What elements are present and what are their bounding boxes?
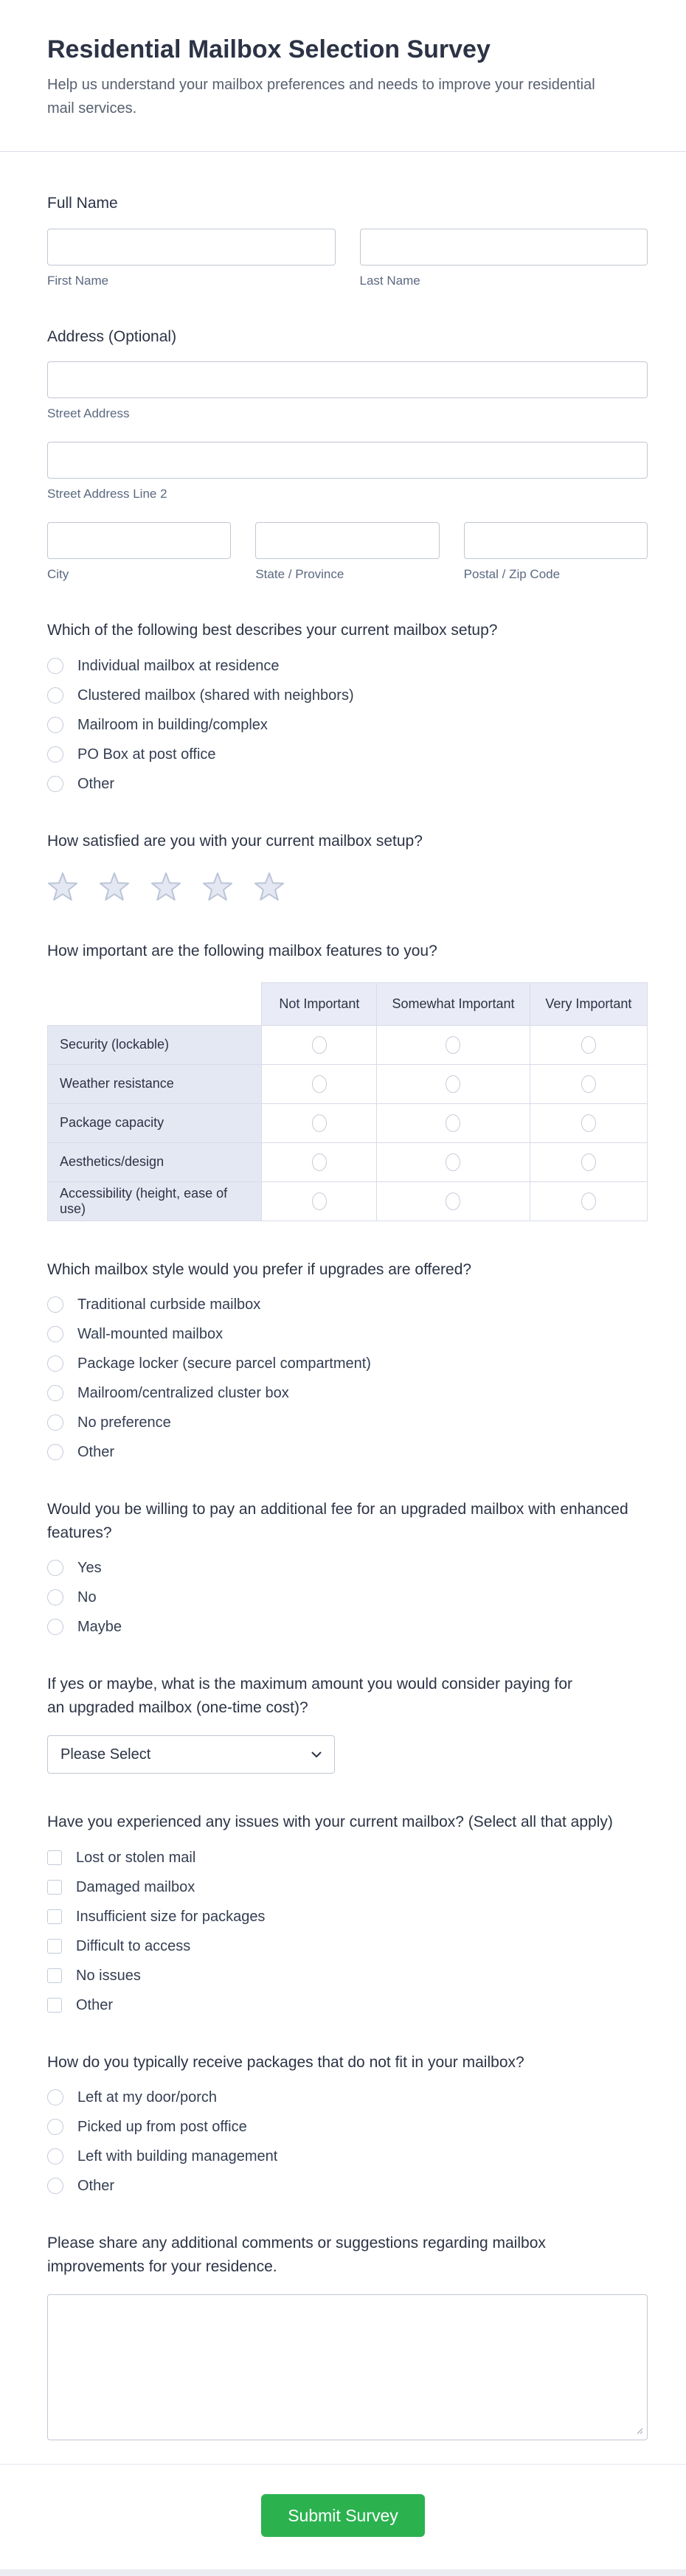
current-setup-options: [47, 657, 648, 793]
radio-button-icon[interactable]: [47, 1414, 63, 1431]
radio-option[interactable]: [47, 2118, 648, 2136]
matrix-radio-icon[interactable]: [446, 1075, 460, 1093]
matrix-cell[interactable]: [262, 1064, 377, 1103]
matrix-row-label: Package capacity: [48, 1103, 262, 1142]
checkbox-icon[interactable]: [47, 1939, 62, 1954]
matrix-radio-icon[interactable]: [312, 1153, 327, 1171]
state-input[interactable]: [255, 522, 439, 559]
current-setup-question: [47, 619, 648, 793]
matrix-row-label: Weather resistance: [48, 1064, 262, 1103]
radio-button-icon[interactable]: [47, 1589, 63, 1605]
max-amount-select[interactable]: [47, 1735, 335, 1774]
style-question: [47, 1258, 648, 1462]
matrix-radio-icon[interactable]: [312, 1114, 327, 1132]
full-name-section: [47, 192, 648, 288]
matrix-cell[interactable]: [262, 1025, 377, 1064]
issues-question-label: Have you experienced any issues with your current mailbox? (Select all that apply): [47, 1813, 613, 1831]
matrix-column-header: Very Important: [530, 982, 647, 1025]
radio-button-icon[interactable]: [47, 1560, 63, 1576]
matrix-radio-icon[interactable]: [446, 1114, 460, 1132]
radio-option-label: Other: [77, 2178, 115, 2195]
matrix-cell[interactable]: [262, 1142, 377, 1181]
star-rating-3[interactable]: [150, 872, 181, 903]
radio-option-label: Other: [77, 775, 115, 792]
matrix-header-row: [48, 982, 648, 1025]
first-name-sublabel: First Name: [47, 273, 109, 288]
comments-textarea[interactable]: [47, 2294, 648, 2440]
radio-option-label: Yes: [77, 1560, 102, 1577]
radio-option[interactable]: [47, 1559, 648, 1577]
issues-question: [47, 1811, 648, 2014]
matrix-radio-icon[interactable]: [581, 1153, 596, 1171]
matrix-cell[interactable]: [530, 1181, 647, 1221]
radio-option[interactable]: [47, 1325, 648, 1343]
importance-matrix-table: [47, 982, 648, 1221]
matrix-row: [48, 1064, 648, 1103]
form-header: [0, 0, 686, 152]
radio-option[interactable]: [47, 1414, 648, 1431]
packages-question: [47, 2051, 648, 2195]
matrix-cell[interactable]: [262, 1103, 377, 1142]
checkbox-option[interactable]: [47, 1937, 648, 1955]
star-icon: [99, 872, 130, 903]
last-name-input[interactable]: [360, 229, 648, 265]
form-footer: [0, 2465, 686, 2569]
current-setup-question-label: Which of the following best describes your current mailbox setup?: [47, 622, 498, 639]
matrix-radio-icon[interactable]: [581, 1192, 596, 1210]
radio-button-icon[interactable]: [47, 1619, 63, 1635]
matrix-cell[interactable]: [530, 1103, 647, 1142]
importance-question: [47, 940, 648, 1221]
checkbox-option[interactable]: [47, 1878, 648, 1896]
radio-option[interactable]: [47, 2177, 648, 2195]
star-icon: [254, 872, 285, 903]
radio-option-label: Mailroom/centralized cluster box: [77, 1385, 289, 1402]
matrix-cell[interactable]: [377, 1025, 530, 1064]
matrix-radio-icon[interactable]: [581, 1114, 596, 1132]
checkbox-option-label: Lost or stolen mail: [76, 1849, 196, 1866]
max-amount-select-value: Please Select: [60, 1746, 151, 1763]
star-icon: [202, 872, 233, 903]
checkbox-icon[interactable]: [47, 1880, 62, 1895]
matrix-cell[interactable]: [377, 1142, 530, 1181]
matrix-radio-icon[interactable]: [446, 1153, 460, 1171]
radio-button-icon[interactable]: [47, 1355, 63, 1372]
city-input[interactable]: [47, 522, 231, 559]
star-icon: [150, 872, 181, 903]
comments-textarea-wrap: [47, 2294, 648, 2440]
radio-button-icon[interactable]: [47, 776, 63, 792]
packages-question-label: How do you typically receive packages that do not fit in your mailbox?: [47, 2053, 524, 2071]
checkbox-icon[interactable]: [47, 1850, 62, 1865]
importance-question-label: How important are the following mailbox features to you?: [47, 942, 437, 960]
fee-options: [47, 1559, 648, 1636]
zip-input[interactable]: [464, 522, 648, 559]
radio-option[interactable]: [47, 746, 648, 763]
matrix-cell[interactable]: [377, 1181, 530, 1221]
issues-options: [47, 1849, 648, 2014]
radio-option-label: Left at my door/porch: [77, 2089, 217, 2106]
submit-survey-button[interactable]: Submit Survey: [261, 2494, 425, 2537]
street-address-line2-input[interactable]: [47, 442, 648, 479]
radio-button-icon[interactable]: [47, 2119, 63, 2135]
radio-option[interactable]: [47, 1296, 648, 1313]
max-amount-question: [47, 1673, 648, 1774]
satisfaction-question: [47, 830, 648, 903]
fee-question: [47, 1498, 648, 1636]
checkbox-option-label: Other: [76, 1996, 114, 2013]
comments-question: [47, 2232, 648, 2440]
radio-option-label: Wall-mounted mailbox: [77, 1326, 224, 1343]
checkbox-option-label: Insufficient size for packages: [76, 1908, 266, 1925]
matrix-radio-icon[interactable]: [581, 1075, 596, 1093]
street-address-sublabel: Street Address: [47, 406, 130, 421]
matrix-row: [48, 1142, 648, 1181]
radio-button-icon[interactable]: [47, 687, 63, 704]
matrix-column-header: Not Important: [262, 982, 377, 1025]
checkbox-icon[interactable]: [47, 1998, 62, 2013]
radio-button-icon[interactable]: [47, 658, 63, 674]
matrix-row-label: Security (lockable): [48, 1025, 262, 1064]
state-sublabel: State / Province: [255, 567, 344, 582]
street-address-input[interactable]: [47, 361, 648, 398]
radio-option[interactable]: [47, 1443, 648, 1461]
radio-option[interactable]: [47, 775, 648, 793]
star-rating: [47, 872, 648, 903]
radio-option[interactable]: [47, 2089, 648, 2106]
checkbox-icon[interactable]: [47, 1909, 62, 1924]
comments-question-label: Please share any additional comments or suggestions regarding mailbox improvements for your residence.: [47, 2235, 546, 2275]
checkbox-option[interactable]: [47, 1996, 648, 2014]
matrix-column-header: Somewhat Important: [377, 982, 530, 1025]
radio-option-label: Other: [77, 1444, 115, 1461]
star-icon: [47, 872, 78, 903]
max-amount-question-label: If yes or maybe, what is the maximum amount you would consider paying for an upgraded mailbox (one-time cost)?: [47, 1676, 572, 1716]
matrix-cell[interactable]: [377, 1103, 530, 1142]
star-rating-4[interactable]: [202, 872, 233, 903]
style-options: [47, 1296, 648, 1461]
matrix-radio-icon[interactable]: [312, 1075, 327, 1093]
radio-option-label: Traditional curbside mailbox: [77, 1296, 261, 1313]
form-body: [0, 152, 686, 2465]
matrix-row: [48, 1181, 648, 1221]
radio-option[interactable]: [47, 716, 648, 734]
radio-button-icon[interactable]: [47, 1444, 63, 1460]
page-title: Residential Mailbox Selection Survey: [47, 35, 491, 63]
address-section: [47, 325, 648, 583]
radio-option[interactable]: [47, 2148, 648, 2165]
matrix-row-label: Aesthetics/design: [48, 1142, 262, 1181]
radio-option-label: No: [77, 1589, 97, 1606]
radio-option[interactable]: [47, 1384, 648, 1402]
star-rating-1[interactable]: [47, 872, 78, 903]
radio-button-icon[interactable]: [47, 746, 63, 763]
matrix-radio-icon[interactable]: [312, 1036, 327, 1054]
matrix-radio-icon[interactable]: [446, 1192, 460, 1210]
radio-button-icon[interactable]: [47, 2089, 63, 2105]
page-background-strip: [0, 2569, 686, 2576]
style-question-label: Which mailbox style would you prefer if upgrades are offered?: [47, 1260, 472, 1278]
checkbox-option[interactable]: [47, 1849, 648, 1867]
radio-option[interactable]: [47, 1355, 648, 1372]
city-sublabel: City: [47, 567, 69, 582]
checkbox-option-label: No issues: [76, 1967, 141, 1984]
fee-question-label: Would you be willing to pay an additional fee for an upgraded mailbox with enhanced features?: [47, 1501, 628, 1541]
radio-option-label: Clustered mailbox (shared with neighbors): [77, 687, 354, 704]
radio-option[interactable]: [47, 1589, 648, 1606]
radio-option[interactable]: [47, 657, 648, 675]
radio-option-label: Mailroom in building/complex: [77, 716, 268, 733]
checkbox-option[interactable]: [47, 1967, 648, 1985]
satisfaction-question-label: How satisfied are you with your current mailbox setup?: [47, 832, 423, 850]
last-name-sublabel: Last Name: [359, 273, 420, 288]
checkbox-option-label: Difficult to access: [76, 1937, 191, 1954]
checkbox-option-label: Damaged mailbox: [76, 1878, 195, 1895]
matrix-radio-icon[interactable]: [581, 1036, 596, 1054]
full-name-label: Full Name: [47, 195, 118, 212]
street-address-line2-sublabel: Street Address Line 2: [47, 487, 167, 501]
matrix-corner-cell: [48, 982, 262, 1025]
matrix-cell[interactable]: [530, 1025, 647, 1064]
resize-handle-icon[interactable]: [634, 2426, 643, 2434]
matrix-radio-icon[interactable]: [446, 1036, 460, 1054]
star-rating-5[interactable]: [254, 872, 285, 903]
matrix-row: [48, 1103, 648, 1142]
radio-option-label: Picked up from post office: [77, 2119, 247, 2136]
radio-option-label: Package locker (secure parcel compartment): [77, 1355, 371, 1372]
matrix-cell[interactable]: [530, 1142, 647, 1181]
star-rating-2[interactable]: [99, 872, 130, 903]
radio-option[interactable]: [47, 687, 648, 704]
packages-options: [47, 2089, 648, 2195]
radio-button-icon[interactable]: [47, 1296, 63, 1313]
radio-option-label: No preference: [77, 1414, 171, 1431]
matrix-cell[interactable]: [377, 1064, 530, 1103]
address-label: Address (Optional): [47, 327, 177, 345]
matrix-cell[interactable]: [530, 1064, 647, 1103]
radio-button-icon[interactable]: [47, 1326, 63, 1342]
first-name-input[interactable]: [47, 229, 336, 265]
radio-button-icon[interactable]: [47, 2178, 63, 2194]
matrix-row: [48, 1025, 648, 1064]
radio-option[interactable]: [47, 1618, 648, 1636]
radio-option-label: Maybe: [77, 1619, 122, 1636]
radio-option-label: PO Box at post office: [77, 746, 216, 763]
checkbox-icon[interactable]: [47, 1968, 62, 1983]
matrix-cell[interactable]: [262, 1181, 377, 1221]
radio-button-icon[interactable]: [47, 1385, 63, 1401]
checkbox-option[interactable]: [47, 1908, 648, 1926]
radio-option-label: Individual mailbox at residence: [77, 657, 280, 674]
matrix-row-label: Accessibility (height, ease of use): [48, 1181, 262, 1221]
radio-button-icon[interactable]: [47, 717, 63, 733]
matrix-radio-icon[interactable]: [312, 1192, 327, 1210]
radio-button-icon[interactable]: [47, 2148, 63, 2164]
chevron-down-icon: [311, 1752, 322, 1758]
zip-sublabel: Postal / Zip Code: [463, 567, 561, 582]
page-subtitle: Help us understand your mailbox preferences and needs to improve your residential mail services.: [47, 76, 595, 117]
radio-option-label: Left with building management: [77, 2148, 278, 2165]
